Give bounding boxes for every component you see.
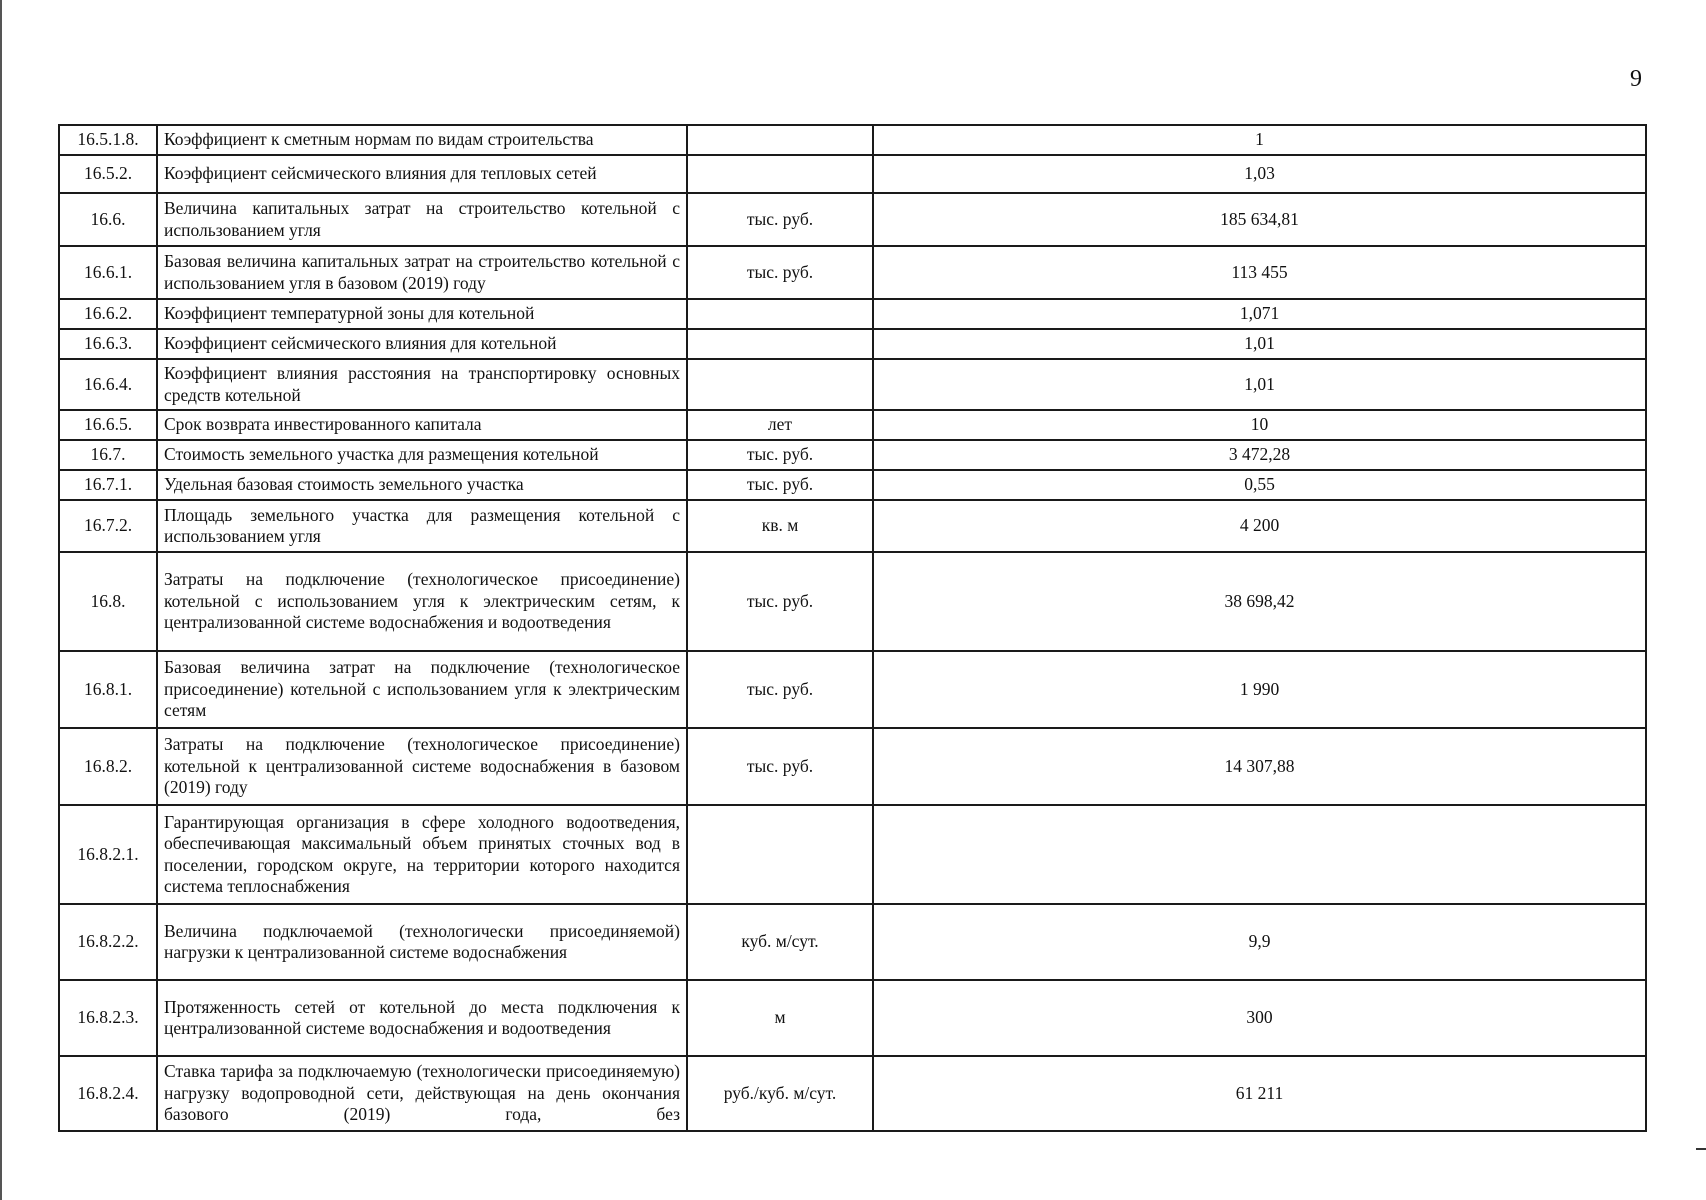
table-row (59, 728, 1646, 805)
table-row (59, 980, 1646, 1056)
row-value: 1,01 (873, 359, 1646, 410)
row-unit: м (687, 980, 873, 1056)
row-unit: тыс. руб. (687, 470, 873, 500)
row-unit: кв. м (687, 500, 873, 552)
row-value: 185 634,81 (873, 193, 1646, 246)
row-name: Ставка тарифа за подключаемую (технологически присоединяемую) нагрузку водопроводной сети, действующая на день окончания базового (2019) года, без (157, 1056, 687, 1131)
row-value: 1,03 (873, 155, 1646, 193)
row-unit (687, 299, 873, 329)
row-unit (687, 329, 873, 359)
row-number: 16.7.2. (59, 500, 157, 552)
edge-mark (1696, 1148, 1706, 1150)
row-name: Затраты на подключение (технологическое присоединение) котельной с использованием угля к электрическим сетям, к централизованной системе водоснабжения и водоотведения (157, 552, 687, 651)
row-unit (687, 359, 873, 410)
row-number: 16.6. (59, 193, 157, 246)
row-value: 10 (873, 410, 1646, 440)
row-name: Коэффициент температурной зоны для котельной (157, 299, 687, 329)
row-number: 16.8. (59, 552, 157, 651)
row-name: Величина капитальных затрат на строительство котельной с использованием угля (157, 193, 687, 246)
table-row (59, 805, 1646, 904)
row-name: Срок возврата инвестированного капитала (157, 410, 687, 440)
row-value: 1,01 (873, 329, 1646, 359)
row-value: 113 455 (873, 246, 1646, 299)
table-row (59, 470, 1646, 500)
row-number: 16.8.2.2. (59, 904, 157, 980)
table-row (59, 155, 1646, 193)
table-row (59, 125, 1646, 155)
row-name: Коэффициент сейсмического влияния для котельной (157, 329, 687, 359)
row-name: Удельная базовая стоимость земельного участка (157, 470, 687, 500)
row-unit (687, 125, 873, 155)
row-name: Гарантирующая организация в сфере холодного водоотведения, обеспечивающая максимальный объем принятых сточных вод в поселении, городском округе, на территории которого находится система теплоснабжения (157, 805, 687, 904)
row-name: Коэффициент к сметным нормам по видам строительства (157, 125, 687, 155)
row-name: Базовая величина затрат на подключение (технологическое присоединение) котельной с использованием угля к электрическим сетям (157, 651, 687, 728)
row-unit: руб./куб. м/сут. (687, 1056, 873, 1131)
row-number: 16.5.1.8. (59, 125, 157, 155)
row-name: Затраты на подключение (технологическое присоединение) котельной к централизованной системе водоснабжения в базовом (2019) году (157, 728, 687, 805)
row-unit (687, 155, 873, 193)
row-value: 0,55 (873, 470, 1646, 500)
table-row (59, 329, 1646, 359)
row-number: 16.8.2. (59, 728, 157, 805)
table-row (59, 552, 1646, 651)
row-number: 16.6.2. (59, 299, 157, 329)
row-number: 16.7. (59, 440, 157, 470)
row-name: Стоимость земельного участка для размещения котельной (157, 440, 687, 470)
row-name: Величина подключаемой (технологически присоединяемой) нагрузки к централизованной системе водоснабжения (157, 904, 687, 980)
row-number: 16.6.4. (59, 359, 157, 410)
row-number: 16.7.1. (59, 470, 157, 500)
table-row (59, 500, 1646, 552)
table-row (59, 359, 1646, 410)
row-number: 16.8.1. (59, 651, 157, 728)
row-name: Протяженность сетей от котельной до места подключения к централизованной системе водоснабжения и водоотведения (157, 980, 687, 1056)
row-value: 1 990 (873, 651, 1646, 728)
row-number: 16.8.2.1. (59, 805, 157, 904)
row-number: 16.6.5. (59, 410, 157, 440)
row-value: 1 (873, 125, 1646, 155)
row-number: 16.6.3. (59, 329, 157, 359)
row-number: 16.5.2. (59, 155, 157, 193)
row-unit: тыс. руб. (687, 651, 873, 728)
row-unit: куб. м/сут. (687, 904, 873, 980)
row-number: 16.8.2.3. (59, 980, 157, 1056)
row-value: 300 (873, 980, 1646, 1056)
row-name: Площадь земельного участка для размещения котельной с использованием угля (157, 500, 687, 552)
row-unit: лет (687, 410, 873, 440)
parameters-table (58, 124, 1647, 1132)
table-row (59, 410, 1646, 440)
row-value: 38 698,42 (873, 552, 1646, 651)
row-number: 16.8.2.4. (59, 1056, 157, 1131)
row-unit: тыс. руб. (687, 246, 873, 299)
page-number: 9 (1630, 66, 1642, 92)
table-row (59, 193, 1646, 246)
row-unit: тыс. руб. (687, 193, 873, 246)
table-row (59, 651, 1646, 728)
row-value: 3 472,28 (873, 440, 1646, 470)
table-row (59, 299, 1646, 329)
row-unit (687, 805, 873, 904)
row-name: Базовая величина капитальных затрат на строительство котельной с использованием угля в базовом (2019) году (157, 246, 687, 299)
row-unit: тыс. руб. (687, 552, 873, 651)
row-number: 16.6.1. (59, 246, 157, 299)
row-value: 4 200 (873, 500, 1646, 552)
row-value: 61 211 (873, 1056, 1646, 1131)
row-value: 1,071 (873, 299, 1646, 329)
row-value (873, 805, 1646, 904)
row-name: Коэффициент сейсмического влияния для тепловых сетей (157, 155, 687, 193)
table-row (59, 440, 1646, 470)
row-unit: тыс. руб. (687, 728, 873, 805)
table-row (59, 246, 1646, 299)
table-row (59, 904, 1646, 980)
row-unit: тыс. руб. (687, 440, 873, 470)
table-row (59, 1056, 1646, 1131)
scan-edge-line (0, 0, 2, 1200)
row-value: 14 307,88 (873, 728, 1646, 805)
row-value: 9,9 (873, 904, 1646, 980)
row-name: Коэффициент влияния расстояния на транспортировку основных средств котельной (157, 359, 687, 410)
